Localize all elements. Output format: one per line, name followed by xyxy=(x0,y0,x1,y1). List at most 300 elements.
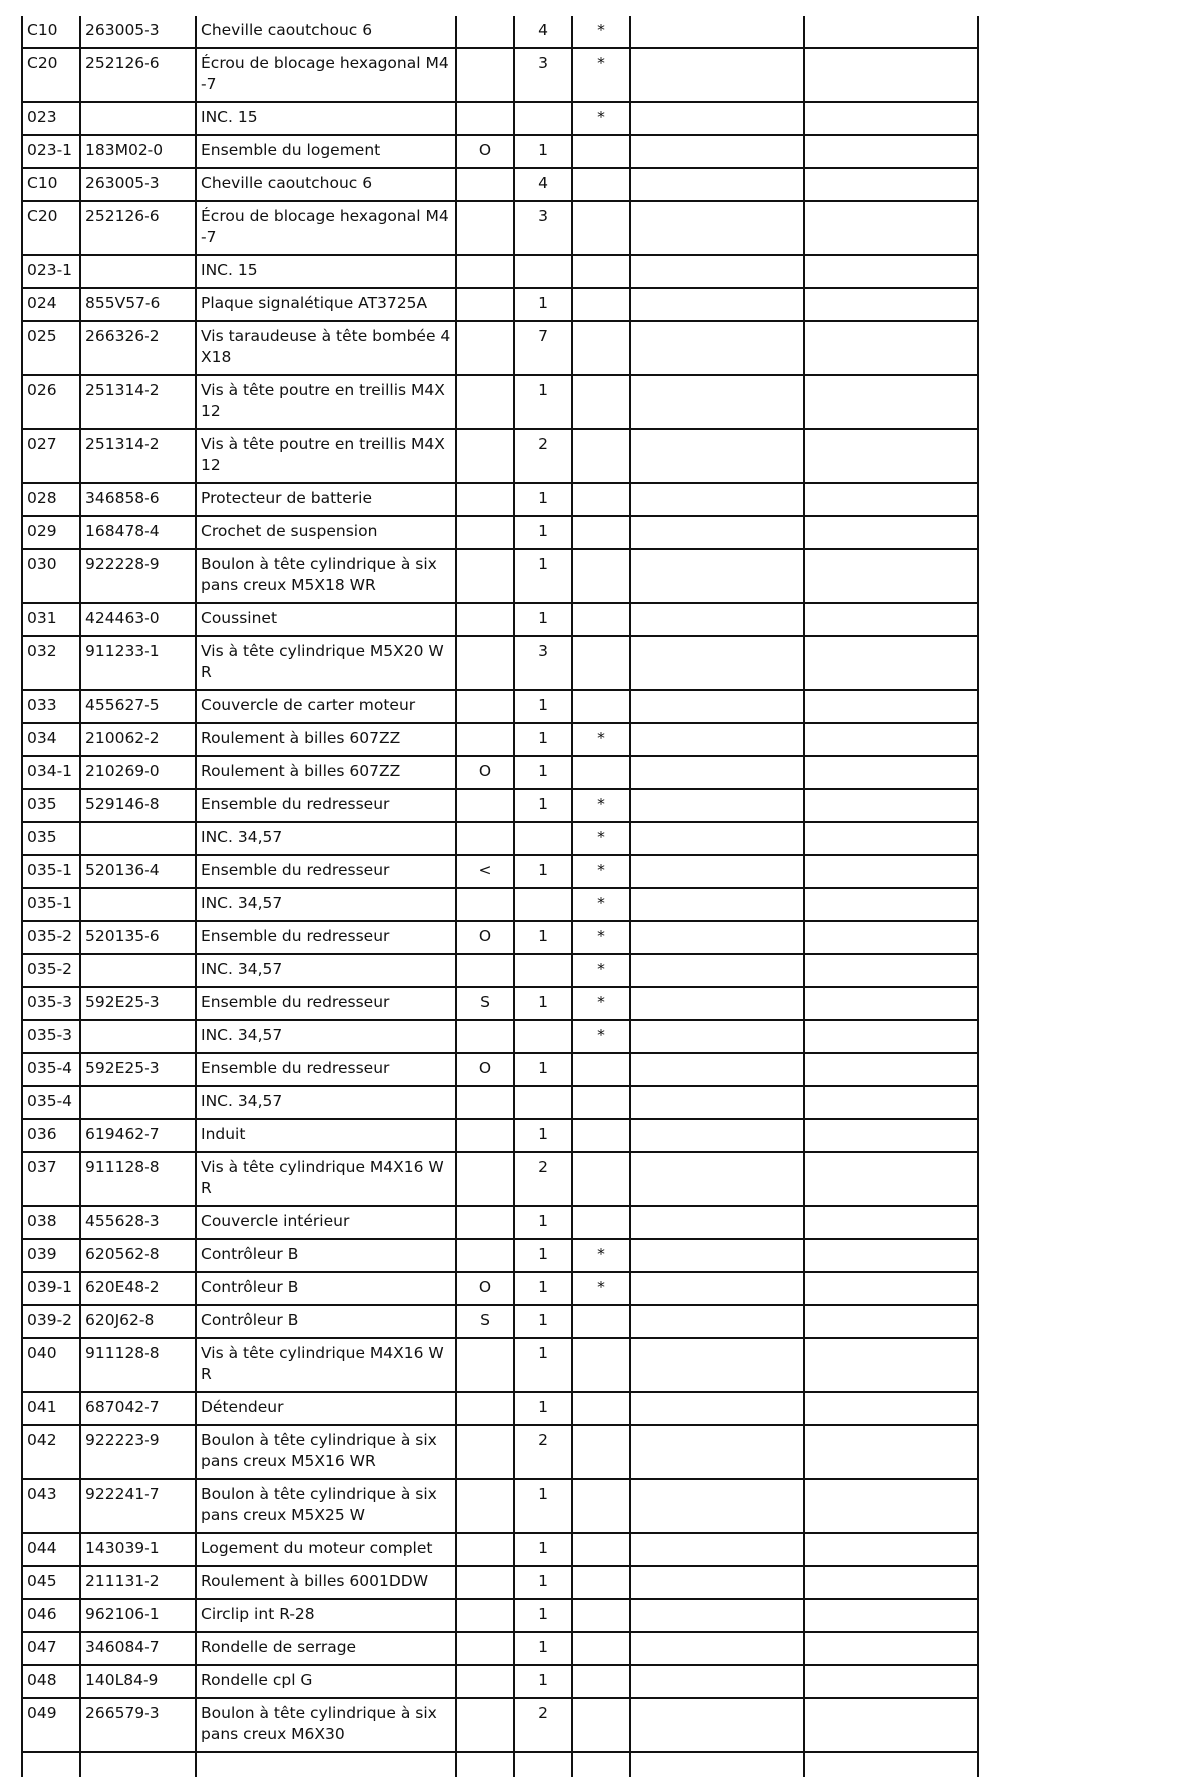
part-number-cell: 252126-6 xyxy=(80,48,196,102)
cell-empty xyxy=(80,1752,196,1777)
cell-empty xyxy=(630,789,804,822)
note-cell: * xyxy=(572,822,630,855)
cell-empty xyxy=(630,1752,804,1777)
table-row xyxy=(22,516,978,549)
description-cell: Vis taraudeuse à tête bombée 4X18 xyxy=(196,321,456,375)
cell-empty xyxy=(804,375,978,429)
flag-cell xyxy=(456,1119,514,1152)
table-row xyxy=(22,1053,978,1086)
part-number-cell: 266579-3 xyxy=(80,1698,196,1752)
ref-number-cell: 032 xyxy=(22,636,80,690)
ref-number-cell: 046 xyxy=(22,1599,80,1632)
cell-empty xyxy=(804,483,978,516)
flag-cell xyxy=(456,1392,514,1425)
note-cell: * xyxy=(572,723,630,756)
cell-empty xyxy=(630,723,804,756)
quantity-cell: 1 xyxy=(514,1665,572,1698)
table-row xyxy=(22,987,978,1020)
quantity-cell: 1 xyxy=(514,1479,572,1533)
table-row xyxy=(22,1479,978,1533)
cell-empty xyxy=(804,1305,978,1338)
cell-empty xyxy=(630,987,804,1020)
note-cell: * xyxy=(572,16,630,48)
table-row xyxy=(22,1086,978,1119)
quantity-cell xyxy=(514,1086,572,1119)
cell-empty xyxy=(804,1665,978,1698)
ref-number-cell: 035-4 xyxy=(22,1086,80,1119)
note-cell xyxy=(572,168,630,201)
cell-empty xyxy=(630,201,804,255)
part-number-cell: 168478-4 xyxy=(80,516,196,549)
table-row xyxy=(22,1206,978,1239)
cell-empty xyxy=(804,168,978,201)
ref-number-cell: C20 xyxy=(22,48,80,102)
note-cell xyxy=(572,1533,630,1566)
note-cell xyxy=(572,1086,630,1119)
cell-empty xyxy=(804,822,978,855)
cell-empty xyxy=(630,1239,804,1272)
description-cell: Contrôleur B xyxy=(196,1239,456,1272)
quantity-cell: 2 xyxy=(514,1698,572,1752)
cell-empty xyxy=(804,549,978,603)
description-cell: Ensemble du redresseur xyxy=(196,987,456,1020)
flag-cell xyxy=(456,429,514,483)
quantity-cell xyxy=(514,102,572,135)
quantity-cell: 1 xyxy=(514,483,572,516)
note-cell xyxy=(572,321,630,375)
quantity-cell: 1 xyxy=(514,723,572,756)
part-number-cell: 592E25-3 xyxy=(80,1053,196,1086)
cell-empty xyxy=(630,168,804,201)
cell-empty xyxy=(804,1752,978,1777)
cell-empty xyxy=(804,516,978,549)
ref-number-cell: 035 xyxy=(22,789,80,822)
cell-empty xyxy=(630,16,804,48)
part-number-cell: 911128-8 xyxy=(80,1152,196,1206)
table-row xyxy=(22,1305,978,1338)
part-number-cell: 529146-8 xyxy=(80,789,196,822)
flag-cell xyxy=(456,789,514,822)
table-row xyxy=(22,1020,978,1053)
table-row xyxy=(22,1338,978,1392)
table-row xyxy=(22,375,978,429)
cell-empty xyxy=(804,135,978,168)
cell-empty xyxy=(630,1086,804,1119)
table-row xyxy=(22,789,978,822)
ref-number-cell: 035-2 xyxy=(22,954,80,987)
ref-number-cell: 024 xyxy=(22,288,80,321)
ref-number-cell: 045 xyxy=(22,1566,80,1599)
ref-number-cell: 035-4 xyxy=(22,1053,80,1086)
cell-empty xyxy=(630,1053,804,1086)
flag-cell xyxy=(456,1533,514,1566)
note-cell xyxy=(572,516,630,549)
table-row xyxy=(22,1566,978,1599)
cell-empty xyxy=(630,48,804,102)
cell-empty xyxy=(804,1698,978,1752)
flag-cell: O xyxy=(456,1053,514,1086)
note-cell: * xyxy=(572,1239,630,1272)
flag-cell: O xyxy=(456,921,514,954)
cell-empty xyxy=(630,603,804,636)
flag-cell xyxy=(456,375,514,429)
cell-empty xyxy=(804,855,978,888)
quantity-cell: 4 xyxy=(514,16,572,48)
flag-cell: S xyxy=(456,987,514,1020)
flag-cell xyxy=(456,690,514,723)
part-number-cell: 210062-2 xyxy=(80,723,196,756)
cell-empty xyxy=(630,1152,804,1206)
quantity-cell xyxy=(514,1020,572,1053)
description-cell: Rondelle de serrage xyxy=(196,1632,456,1665)
cell-empty xyxy=(630,1305,804,1338)
cell-empty xyxy=(630,135,804,168)
cell-empty xyxy=(804,603,978,636)
note-cell xyxy=(572,1206,630,1239)
part-number-cell: 183M02-0 xyxy=(80,135,196,168)
description-cell: INC. 34,57 xyxy=(196,888,456,921)
note-cell xyxy=(572,255,630,288)
part-number-cell: 620J62-8 xyxy=(80,1305,196,1338)
note-cell: * xyxy=(572,954,630,987)
description-cell: Circlip int R-28 xyxy=(196,1599,456,1632)
quantity-cell: 1 xyxy=(514,1119,572,1152)
quantity-cell: 1 xyxy=(514,1566,572,1599)
description-cell: Rondelle cpl G xyxy=(196,1665,456,1698)
quantity-cell: 2 xyxy=(514,429,572,483)
note-cell: * xyxy=(572,888,630,921)
cell-empty xyxy=(804,1272,978,1305)
note-cell xyxy=(572,1338,630,1392)
table-row xyxy=(22,255,978,288)
cell-empty xyxy=(630,921,804,954)
description-cell: Coussinet xyxy=(196,603,456,636)
ref-number-cell: 036 xyxy=(22,1119,80,1152)
part-number-cell: 619462-7 xyxy=(80,1119,196,1152)
quantity-cell: 3 xyxy=(514,48,572,102)
part-number-cell: 620562-8 xyxy=(80,1239,196,1272)
cell-empty xyxy=(630,288,804,321)
table-row xyxy=(22,822,978,855)
note-cell: * xyxy=(572,921,630,954)
quantity-cell: 1 xyxy=(514,1239,572,1272)
table-row xyxy=(22,429,978,483)
flag-cell xyxy=(456,1239,514,1272)
part-number-cell: 922228-9 xyxy=(80,549,196,603)
cell-empty xyxy=(630,1338,804,1392)
part-number-cell: 263005-3 xyxy=(80,168,196,201)
note-cell: * xyxy=(572,987,630,1020)
cell-empty xyxy=(514,1752,572,1777)
cell-empty xyxy=(804,1425,978,1479)
cell-empty xyxy=(630,1272,804,1305)
table-row xyxy=(22,288,978,321)
ref-number-cell: 035-3 xyxy=(22,1020,80,1053)
table-row xyxy=(22,168,978,201)
flag-cell xyxy=(456,255,514,288)
cell-empty xyxy=(630,636,804,690)
cell-empty xyxy=(630,1632,804,1665)
description-cell: INC. 34,57 xyxy=(196,822,456,855)
ref-number-cell: 039-2 xyxy=(22,1305,80,1338)
cell-empty xyxy=(804,255,978,288)
note-cell: * xyxy=(572,789,630,822)
flag-cell xyxy=(456,1665,514,1698)
ref-number-cell: 044 xyxy=(22,1533,80,1566)
ref-number-cell: 035 xyxy=(22,822,80,855)
ref-number-cell: 034-1 xyxy=(22,756,80,789)
cell-empty xyxy=(630,321,804,375)
flag-cell: O xyxy=(456,1272,514,1305)
cell-empty xyxy=(22,1752,80,1777)
cell-empty xyxy=(804,1632,978,1665)
quantity-cell xyxy=(514,954,572,987)
description-cell: Plaque signalétique AT3725A xyxy=(196,288,456,321)
table-row xyxy=(22,954,978,987)
part-number-cell: 210269-0 xyxy=(80,756,196,789)
cell-empty xyxy=(630,1206,804,1239)
table-row xyxy=(22,483,978,516)
ref-number-cell: 035-1 xyxy=(22,855,80,888)
cell-empty xyxy=(630,1119,804,1152)
flag-cell xyxy=(456,483,514,516)
quantity-cell: 7 xyxy=(514,321,572,375)
description-cell: Boulon à tête cylindrique à six pans creux M5X16 WR xyxy=(196,1425,456,1479)
description-cell: Boulon à tête cylindrique à six pans creux M6X30 xyxy=(196,1698,456,1752)
description-cell: Ensemble du redresseur xyxy=(196,1053,456,1086)
note-cell xyxy=(572,1425,630,1479)
part-number-cell: 251314-2 xyxy=(80,429,196,483)
table-row xyxy=(22,1272,978,1305)
part-number-cell xyxy=(80,1020,196,1053)
description-cell: Cheville caoutchouc 6 xyxy=(196,16,456,48)
flag-cell xyxy=(456,168,514,201)
table-row xyxy=(22,1239,978,1272)
quantity-cell: 1 xyxy=(514,789,572,822)
cell-empty xyxy=(804,690,978,723)
part-number-cell: 962106-1 xyxy=(80,1599,196,1632)
cell-empty xyxy=(804,1338,978,1392)
table-row xyxy=(22,636,978,690)
cell-empty xyxy=(804,201,978,255)
cell-empty xyxy=(804,1152,978,1206)
part-number-cell xyxy=(80,954,196,987)
cell-empty xyxy=(804,1479,978,1533)
quantity-cell xyxy=(514,888,572,921)
flag-cell: < xyxy=(456,855,514,888)
quantity-cell xyxy=(514,822,572,855)
note-cell xyxy=(572,1053,630,1086)
part-number-cell xyxy=(80,888,196,921)
description-cell: Contrôleur B xyxy=(196,1305,456,1338)
note-cell: * xyxy=(572,102,630,135)
cell-empty xyxy=(630,375,804,429)
note-cell: * xyxy=(572,48,630,102)
description-cell: Vis à tête cylindrique M4X16 WR xyxy=(196,1152,456,1206)
note-cell xyxy=(572,288,630,321)
flag-cell xyxy=(456,1632,514,1665)
cell-empty xyxy=(630,1665,804,1698)
note-cell: * xyxy=(572,1020,630,1053)
description-cell: Roulement à billes 6001DDW xyxy=(196,1566,456,1599)
note-cell xyxy=(572,429,630,483)
quantity-cell: 1 xyxy=(514,690,572,723)
quantity-cell: 1 xyxy=(514,921,572,954)
flag-cell xyxy=(456,102,514,135)
part-number-cell: 140L84-9 xyxy=(80,1665,196,1698)
part-number-cell: 455627-5 xyxy=(80,690,196,723)
ref-number-cell: 033 xyxy=(22,690,80,723)
ref-number-cell: 047 xyxy=(22,1632,80,1665)
note-cell xyxy=(572,375,630,429)
table-row xyxy=(22,1632,978,1665)
quantity-cell: 1 xyxy=(514,1206,572,1239)
note-cell: * xyxy=(572,855,630,888)
quantity-cell: 1 xyxy=(514,1053,572,1086)
description-cell: Couvercle de carter moteur xyxy=(196,690,456,723)
ref-number-cell: 040 xyxy=(22,1338,80,1392)
note-cell xyxy=(572,135,630,168)
part-number-cell: 922241-7 xyxy=(80,1479,196,1533)
cell-empty xyxy=(630,483,804,516)
table-row xyxy=(22,102,978,135)
note-cell xyxy=(572,483,630,516)
description-cell: INC. 34,57 xyxy=(196,1020,456,1053)
cell-empty xyxy=(630,822,804,855)
note-cell xyxy=(572,1665,630,1698)
description-cell: Ensemble du redresseur xyxy=(196,855,456,888)
quantity-cell: 1 xyxy=(514,987,572,1020)
ref-number-cell: 043 xyxy=(22,1479,80,1533)
part-number-cell: 346084-7 xyxy=(80,1632,196,1665)
part-number-cell: 687042-7 xyxy=(80,1392,196,1425)
part-number-cell: 251314-2 xyxy=(80,375,196,429)
quantity-cell: 1 xyxy=(514,1533,572,1566)
ref-number-cell: 034 xyxy=(22,723,80,756)
table-row xyxy=(22,16,978,48)
table-row xyxy=(22,756,978,789)
note-cell xyxy=(572,1152,630,1206)
cell-empty xyxy=(804,1599,978,1632)
flag-cell xyxy=(456,1338,514,1392)
note-cell xyxy=(572,756,630,789)
quantity-cell: 4 xyxy=(514,168,572,201)
cell-empty xyxy=(804,954,978,987)
note-cell xyxy=(572,1305,630,1338)
quantity-cell: 1 xyxy=(514,1305,572,1338)
cell-empty xyxy=(630,1392,804,1425)
flag-cell: O xyxy=(456,756,514,789)
table-row xyxy=(22,1119,978,1152)
quantity-cell: 1 xyxy=(514,1392,572,1425)
cell-empty xyxy=(804,888,978,921)
flag-cell xyxy=(456,321,514,375)
description-cell: Cheville caoutchouc 6 xyxy=(196,168,456,201)
quantity-cell: 1 xyxy=(514,1599,572,1632)
note-cell xyxy=(572,549,630,603)
description-cell: Couvercle intérieur xyxy=(196,1206,456,1239)
cell-empty xyxy=(804,723,978,756)
quantity-cell: 1 xyxy=(514,603,572,636)
description-cell: Roulement à billes 607ZZ xyxy=(196,756,456,789)
cell-empty xyxy=(630,102,804,135)
flag-cell xyxy=(456,636,514,690)
table-row xyxy=(22,1425,978,1479)
quantity-cell: 1 xyxy=(514,549,572,603)
cell-empty xyxy=(804,1119,978,1152)
flag-cell xyxy=(456,16,514,48)
cell-empty xyxy=(456,1752,514,1777)
cell-empty xyxy=(630,549,804,603)
flag-cell xyxy=(456,288,514,321)
table-row-trailing xyxy=(22,1752,978,1777)
flag-cell xyxy=(456,1152,514,1206)
flag-cell xyxy=(456,1479,514,1533)
cell-empty xyxy=(196,1752,456,1777)
description-cell: Logement du moteur complet xyxy=(196,1533,456,1566)
parts-table xyxy=(21,16,979,1777)
ref-number-cell: 035-3 xyxy=(22,987,80,1020)
part-number-cell: 211131-2 xyxy=(80,1566,196,1599)
flag-cell: O xyxy=(456,135,514,168)
part-number-cell: 855V57-6 xyxy=(80,288,196,321)
flag-cell xyxy=(456,549,514,603)
cell-empty xyxy=(630,1020,804,1053)
cell-empty xyxy=(630,1698,804,1752)
ref-number-cell: 029 xyxy=(22,516,80,549)
quantity-cell xyxy=(514,255,572,288)
cell-empty xyxy=(804,1239,978,1272)
ref-number-cell: 027 xyxy=(22,429,80,483)
flag-cell xyxy=(456,1206,514,1239)
table-row xyxy=(22,135,978,168)
flag-cell xyxy=(456,1086,514,1119)
cell-empty xyxy=(630,690,804,723)
quantity-cell: 1 xyxy=(514,756,572,789)
ref-number-cell: 026 xyxy=(22,375,80,429)
description-cell: Vis à tête poutre en treillis M4X12 xyxy=(196,375,456,429)
quantity-cell: 1 xyxy=(514,1338,572,1392)
flag-cell xyxy=(456,1425,514,1479)
cell-empty xyxy=(804,16,978,48)
flag-cell xyxy=(456,822,514,855)
part-number-cell: 620E48-2 xyxy=(80,1272,196,1305)
table-row xyxy=(22,1533,978,1566)
ref-number-cell: C20 xyxy=(22,201,80,255)
table-row xyxy=(22,1665,978,1698)
note-cell xyxy=(572,1698,630,1752)
table-row xyxy=(22,201,978,255)
description-cell: INC. 15 xyxy=(196,255,456,288)
description-cell: Protecteur de batterie xyxy=(196,483,456,516)
ref-number-cell: 041 xyxy=(22,1392,80,1425)
cell-empty xyxy=(630,1425,804,1479)
part-number-cell xyxy=(80,822,196,855)
ref-number-cell: 048 xyxy=(22,1665,80,1698)
flag-cell xyxy=(456,954,514,987)
table-row xyxy=(22,1152,978,1206)
cell-empty xyxy=(804,48,978,102)
cell-empty xyxy=(804,1206,978,1239)
quantity-cell: 1 xyxy=(514,1272,572,1305)
quantity-cell: 1 xyxy=(514,375,572,429)
cell-empty xyxy=(630,255,804,288)
flag-cell xyxy=(456,603,514,636)
cell-empty xyxy=(630,516,804,549)
cell-empty xyxy=(630,1566,804,1599)
table-row xyxy=(22,603,978,636)
quantity-cell: 2 xyxy=(514,1425,572,1479)
